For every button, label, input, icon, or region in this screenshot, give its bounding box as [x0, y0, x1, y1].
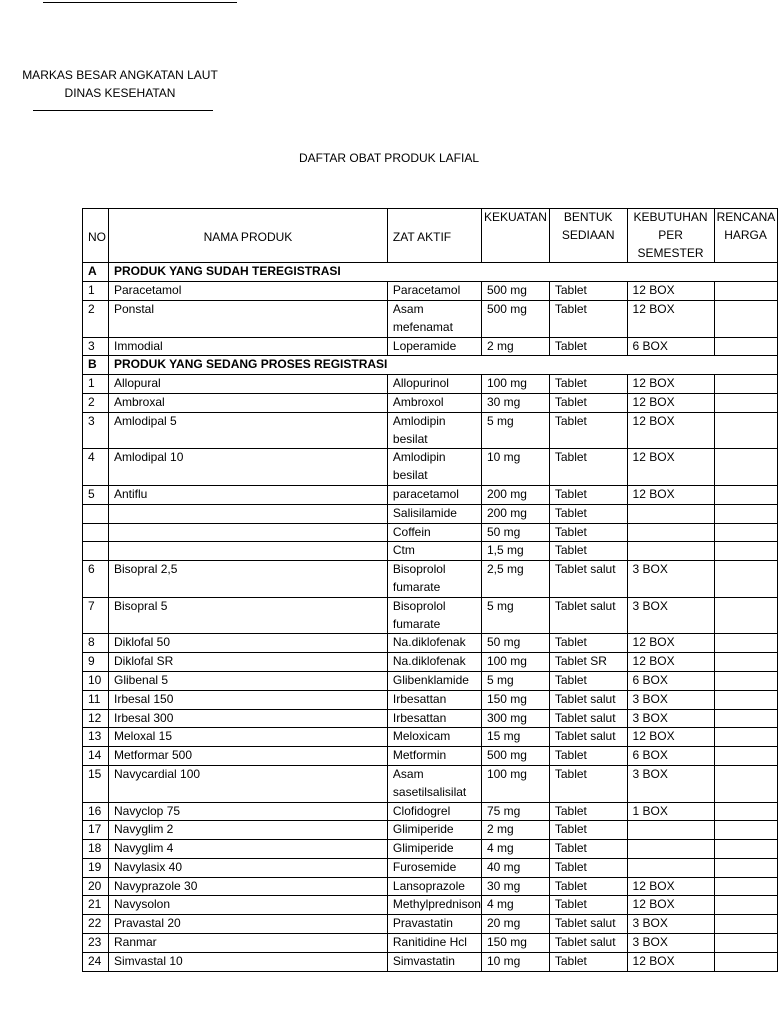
section-spacer [387, 356, 777, 375]
table-body [83, 263, 778, 971]
cell-kekuatan: 2 mg [481, 337, 549, 356]
table-header-row [83, 209, 778, 263]
cell-kebutuhan: 3 BOX [627, 690, 714, 709]
cell-kebutuhan: 12 BOX [627, 375, 714, 394]
cell-kebutuhan: 12 BOX [627, 282, 714, 301]
cell-kekuatan: 40 mg [481, 858, 549, 877]
cell-rencana-harga [714, 375, 777, 394]
cell-nama-produk: Allopural [109, 375, 388, 394]
table-row [83, 709, 778, 728]
cell-bentuk-sediaan: Tablet [549, 282, 627, 301]
cell-rencana-harga [714, 709, 777, 728]
cell-bentuk-sediaan: Tablet [549, 765, 627, 802]
cell-zat-aktif: Ranitidine Hcl [387, 934, 481, 953]
cell-kebutuhan: 3 BOX [627, 934, 714, 953]
cell-bentuk-sediaan: Tablet [549, 896, 627, 915]
cell-zat-aktif: Lansoprazole [387, 877, 481, 896]
cell-nama-produk: Ambroxal [109, 393, 388, 412]
cell-kekuatan: 100 mg [481, 375, 549, 394]
org-line-2: DINAS KESEHATAN [64, 86, 176, 100]
cell-kekuatan: 5 mg [481, 412, 549, 449]
cell-zat-aktif: Amlodipin besilat [387, 412, 481, 449]
cell-no: 17 [83, 821, 109, 840]
cell-kekuatan: 1,5 mg [481, 542, 549, 561]
col-header-kebutuhan: KEBUTUHAN PER SEMESTER [627, 209, 714, 263]
cell-bentuk-sediaan: Tablet [549, 300, 627, 337]
cell-no: 5 [83, 485, 109, 504]
cell-kekuatan: 50 mg [481, 634, 549, 653]
section-title: PRODUK YANG SUDAH TEREGISTRASI [109, 263, 388, 282]
cell-rencana-harga [714, 282, 777, 301]
cell-no: 24 [83, 952, 109, 971]
cell-nama-produk: Amlodipal 10 [109, 449, 388, 486]
table-row [83, 952, 778, 971]
table-row [83, 858, 778, 877]
cell-zat-aktif: Na.diklofenak [387, 634, 481, 653]
section-row [83, 356, 778, 375]
cell-nama-produk: Simvastal 10 [109, 952, 388, 971]
cell-zat-aktif: Irbesattan [387, 690, 481, 709]
cell-kekuatan: 5 mg [481, 597, 549, 634]
table-row [83, 671, 778, 690]
table-row [83, 300, 778, 337]
cell-zat-aktif: Loperamide [387, 337, 481, 356]
cell-kekuatan: 200 mg [481, 504, 549, 523]
cell-kebutuhan [627, 542, 714, 561]
cell-rencana-harga [714, 561, 777, 598]
table-row [83, 728, 778, 747]
col-header-nama-produk: NAMA PRODUK [109, 209, 388, 263]
cell-nama-produk: Immodial [109, 337, 388, 356]
cell-zat-aktif: Simvastatin [387, 952, 481, 971]
cell-zat-aktif: Furosemide [387, 858, 481, 877]
cell-zat-aktif: Methylprednison [387, 896, 481, 915]
cell-no: 1 [83, 282, 109, 301]
cell-no: 7 [83, 597, 109, 634]
cell-zat-aktif: Clofidogrel [387, 802, 481, 821]
section-row [83, 263, 778, 282]
cell-no: 2 [83, 393, 109, 412]
cell-kekuatan: 100 mg [481, 653, 549, 672]
cell-rencana-harga [714, 449, 777, 486]
cell-nama-produk: Irbesal 300 [109, 709, 388, 728]
cell-no: 9 [83, 653, 109, 672]
cell-kekuatan: 500 mg [481, 282, 549, 301]
table-row [83, 634, 778, 653]
cell-rencana-harga [714, 504, 777, 523]
table-row [83, 449, 778, 486]
table-row [83, 561, 778, 598]
cell-no: 14 [83, 747, 109, 766]
cell-zat-aktif: Asam sasetilsalisilat [387, 765, 481, 802]
cell-rencana-harga [714, 934, 777, 953]
cell-bentuk-sediaan: Tablet [549, 877, 627, 896]
cell-no: 21 [83, 896, 109, 915]
cell-kebutuhan [627, 523, 714, 542]
cell-rencana-harga [714, 765, 777, 802]
cell-nama-produk: Pravastal 20 [109, 915, 388, 934]
cell-no: 3 [83, 412, 109, 449]
cell-kekuatan: 30 mg [481, 393, 549, 412]
cell-zat-aktif: Ctm [387, 542, 481, 561]
cell-kekuatan: 100 mg [481, 765, 549, 802]
table-row [83, 915, 778, 934]
cell-kekuatan: 4 mg [481, 896, 549, 915]
cell-zat-aktif: Coffein [387, 523, 481, 542]
cell-no: 13 [83, 728, 109, 747]
cell-no: 2 [83, 300, 109, 337]
cell-nama-produk: Navyglim 2 [109, 821, 388, 840]
cell-rencana-harga [714, 802, 777, 821]
cell-nama-produk: Irbesal 150 [109, 690, 388, 709]
cell-bentuk-sediaan: Tablet [549, 337, 627, 356]
cell-nama-produk [109, 523, 388, 542]
cell-no: 10 [83, 671, 109, 690]
cell-kebutuhan: 6 BOX [627, 747, 714, 766]
cell-bentuk-sediaan: Tablet [549, 449, 627, 486]
cell-no: 15 [83, 765, 109, 802]
cell-nama-produk: Diklofal SR [109, 653, 388, 672]
cell-kekuatan: 200 mg [481, 485, 549, 504]
cell-rencana-harga [714, 300, 777, 337]
cell-kekuatan: 20 mg [481, 915, 549, 934]
cell-kekuatan: 4 mg [481, 840, 549, 859]
cell-kebutuhan: 12 BOX [627, 728, 714, 747]
cell-zat-aktif: Asam mefenamat [387, 300, 481, 337]
cell-kekuatan: 15 mg [481, 728, 549, 747]
cell-bentuk-sediaan: Tablet [549, 634, 627, 653]
cell-bentuk-sediaan: Tablet [549, 821, 627, 840]
cell-kebutuhan: 3 BOX [627, 915, 714, 934]
cell-rencana-harga [714, 952, 777, 971]
cell-kekuatan: 2 mg [481, 821, 549, 840]
cell-rencana-harga [714, 523, 777, 542]
cell-no: 4 [83, 449, 109, 486]
cell-nama-produk: Bisopral 2,5 [109, 561, 388, 598]
cell-kebutuhan: 12 BOX [627, 952, 714, 971]
cell-nama-produk [109, 542, 388, 561]
cell-rencana-harga [714, 597, 777, 634]
cell-zat-aktif: paracetamol [387, 485, 481, 504]
cell-zat-aktif: Salisilamide [387, 504, 481, 523]
cell-kekuatan: 50 mg [481, 523, 549, 542]
cell-kebutuhan: 12 BOX [627, 896, 714, 915]
col-header-bentuk-sediaan: BENTUK SEDIAAN [549, 209, 627, 263]
cell-bentuk-sediaan: Tablet [549, 485, 627, 504]
section-spacer [387, 263, 777, 282]
cell-no: 3 [83, 337, 109, 356]
cell-kekuatan: 10 mg [481, 449, 549, 486]
cell-bentuk-sediaan: Tablet [549, 858, 627, 877]
cell-rencana-harga [714, 671, 777, 690]
cell-rencana-harga [714, 337, 777, 356]
cell-bentuk-sediaan: Tablet [549, 802, 627, 821]
cell-bentuk-sediaan: Tablet [549, 840, 627, 859]
cell-no: 1 [83, 375, 109, 394]
cell-kekuatan: 30 mg [481, 877, 549, 896]
cell-rencana-harga [714, 634, 777, 653]
cell-bentuk-sediaan: Tablet [549, 393, 627, 412]
cell-nama-produk: Bisopral 5 [109, 597, 388, 634]
cell-rencana-harga [714, 840, 777, 859]
cell-nama-produk: Ranmar [109, 934, 388, 953]
cell-zat-aktif: Allopurinol [387, 375, 481, 394]
cell-no: 20 [83, 877, 109, 896]
table-row [83, 485, 778, 504]
table-row [83, 840, 778, 859]
cell-kebutuhan: 3 BOX [627, 765, 714, 802]
cell-kebutuhan: 12 BOX [627, 412, 714, 449]
cell-nama-produk: Navyprazole 30 [109, 877, 388, 896]
cell-rencana-harga [714, 915, 777, 934]
cell-bentuk-sediaan: Tablet [549, 523, 627, 542]
cell-bentuk-sediaan: Tablet [549, 747, 627, 766]
table-row [83, 821, 778, 840]
table-row [83, 896, 778, 915]
top-rule [43, 2, 237, 3]
col-header-kekuatan: KEKUATAN [481, 209, 549, 263]
cell-kebutuhan: 1 BOX [627, 802, 714, 821]
medicine-table [82, 208, 778, 972]
cell-rencana-harga [714, 821, 777, 840]
cell-nama-produk: Navysolon [109, 896, 388, 915]
cell-zat-aktif: Irbesattan [387, 709, 481, 728]
cell-rencana-harga [714, 896, 777, 915]
cell-no [83, 542, 109, 561]
cell-zat-aktif: Paracetamol [387, 282, 481, 301]
cell-no: 23 [83, 934, 109, 953]
cell-kekuatan: 5 mg [481, 671, 549, 690]
col-header-no: NO [83, 209, 109, 263]
cell-kebutuhan [627, 858, 714, 877]
cell-kekuatan: 300 mg [481, 709, 549, 728]
cell-rencana-harga [714, 877, 777, 896]
cell-kebutuhan: 12 BOX [627, 634, 714, 653]
cell-no: 22 [83, 915, 109, 934]
table-row [83, 504, 778, 523]
cell-zat-aktif: Metformin [387, 747, 481, 766]
cell-bentuk-sediaan: Tablet [549, 952, 627, 971]
cell-no: 19 [83, 858, 109, 877]
table-row [83, 690, 778, 709]
cell-zat-aktif: Amlodipin besilat [387, 449, 481, 486]
cell-zat-aktif: Pravastatin [387, 915, 481, 934]
cell-nama-produk: Paracetamol [109, 282, 388, 301]
cell-nama-produk: Metformar 500 [109, 747, 388, 766]
table-row [83, 802, 778, 821]
cell-kebutuhan [627, 504, 714, 523]
cell-zat-aktif: Ambroxol [387, 393, 481, 412]
cell-kekuatan: 500 mg [481, 747, 549, 766]
cell-nama-produk: Antiflu [109, 485, 388, 504]
cell-nama-produk [109, 504, 388, 523]
cell-zat-aktif: Glimiperide [387, 840, 481, 859]
cell-kebutuhan: 12 BOX [627, 449, 714, 486]
cell-kebutuhan: 6 BOX [627, 671, 714, 690]
table-row [83, 765, 778, 802]
cell-bentuk-sediaan: Tablet salut [549, 597, 627, 634]
cell-bentuk-sediaan: Tablet salut [549, 561, 627, 598]
cell-kekuatan: 2,5 mg [481, 561, 549, 598]
cell-kekuatan: 10 mg [481, 952, 549, 971]
cell-bentuk-sediaan: Tablet [549, 412, 627, 449]
cell-kekuatan: 150 mg [481, 934, 549, 953]
cell-kebutuhan: 12 BOX [627, 485, 714, 504]
cell-bentuk-sediaan: Tablet [549, 375, 627, 394]
cell-bentuk-sediaan: Tablet salut [549, 915, 627, 934]
cell-kekuatan: 150 mg [481, 690, 549, 709]
col-header-zat-aktif: ZAT AKTIF [387, 209, 481, 263]
cell-rencana-harga [714, 690, 777, 709]
document-title: DAFTAR OBAT PRODUK LAFIAL [298, 151, 480, 165]
cell-bentuk-sediaan: Tablet [549, 542, 627, 561]
cell-kebutuhan [627, 821, 714, 840]
cell-zat-aktif: Bisoprolol fumarate [387, 561, 481, 598]
cell-bentuk-sediaan: Tablet [549, 504, 627, 523]
table-row [83, 877, 778, 896]
section-label: A [83, 263, 109, 282]
cell-nama-produk: Glibenal 5 [109, 671, 388, 690]
cell-no: 12 [83, 709, 109, 728]
cell-rencana-harga [714, 393, 777, 412]
cell-zat-aktif: Glibenklamide [387, 671, 481, 690]
section-label: B [83, 356, 109, 375]
cell-nama-produk: Diklofal 50 [109, 634, 388, 653]
cell-rencana-harga [714, 653, 777, 672]
table-row [83, 934, 778, 953]
cell-kebutuhan: 3 BOX [627, 597, 714, 634]
cell-bentuk-sediaan: Tablet salut [549, 709, 627, 728]
cell-kebutuhan: 3 BOX [627, 561, 714, 598]
cell-zat-aktif: Na.diklofenak [387, 653, 481, 672]
cell-bentuk-sediaan: Tablet salut [549, 690, 627, 709]
cell-nama-produk: Navylasix 40 [109, 858, 388, 877]
col-header-rencana-harga: RENCANA HARGA [714, 209, 777, 263]
table-row [83, 747, 778, 766]
cell-nama-produk: Amlodipal 5 [109, 412, 388, 449]
table-row [83, 375, 778, 394]
section-title: PRODUK YANG SEDANG PROSES REGISTRASI [109, 356, 388, 375]
cell-kebutuhan: 12 BOX [627, 653, 714, 672]
table-row [83, 597, 778, 634]
org-underline [33, 110, 213, 111]
cell-zat-aktif: Meloxicam [387, 728, 481, 747]
table-row [83, 337, 778, 356]
cell-bentuk-sediaan: Tablet SR [549, 653, 627, 672]
org-line-1: MARKAS BESAR ANGKATAN LAUT [22, 68, 218, 82]
cell-bentuk-sediaan: Tablet salut [549, 934, 627, 953]
cell-nama-produk: Meloxal 15 [109, 728, 388, 747]
cell-no [83, 523, 109, 542]
cell-nama-produk: Navyglim 4 [109, 840, 388, 859]
cell-kebutuhan: 12 BOX [627, 877, 714, 896]
cell-nama-produk: Navyclop 75 [109, 802, 388, 821]
cell-rencana-harga [714, 728, 777, 747]
cell-kebutuhan: 6 BOX [627, 337, 714, 356]
cell-bentuk-sediaan: Tablet [549, 671, 627, 690]
cell-no [83, 504, 109, 523]
cell-kebutuhan: 12 BOX [627, 300, 714, 337]
cell-nama-produk: Ponstal [109, 300, 388, 337]
cell-rencana-harga [714, 412, 777, 449]
cell-kebutuhan [627, 840, 714, 859]
cell-bentuk-sediaan: Tablet salut [549, 728, 627, 747]
cell-zat-aktif: Bisoprolol fumarate [387, 597, 481, 634]
cell-no: 11 [83, 690, 109, 709]
cell-no: 8 [83, 634, 109, 653]
table-row [83, 542, 778, 561]
cell-no: 18 [83, 840, 109, 859]
cell-rencana-harga [714, 747, 777, 766]
cell-kebutuhan: 3 BOX [627, 709, 714, 728]
table-row [83, 412, 778, 449]
table-row [83, 282, 778, 301]
cell-no: 16 [83, 802, 109, 821]
cell-no: 6 [83, 561, 109, 598]
cell-kekuatan: 75 mg [481, 802, 549, 821]
table-row [83, 653, 778, 672]
cell-rencana-harga [714, 858, 777, 877]
cell-kebutuhan: 12 BOX [627, 393, 714, 412]
cell-rencana-harga [714, 542, 777, 561]
cell-nama-produk: Navycardial 100 [109, 765, 388, 802]
cell-zat-aktif: Glimiperide [387, 821, 481, 840]
table-row [83, 393, 778, 412]
cell-rencana-harga [714, 485, 777, 504]
cell-kekuatan: 500 mg [481, 300, 549, 337]
table-row [83, 523, 778, 542]
